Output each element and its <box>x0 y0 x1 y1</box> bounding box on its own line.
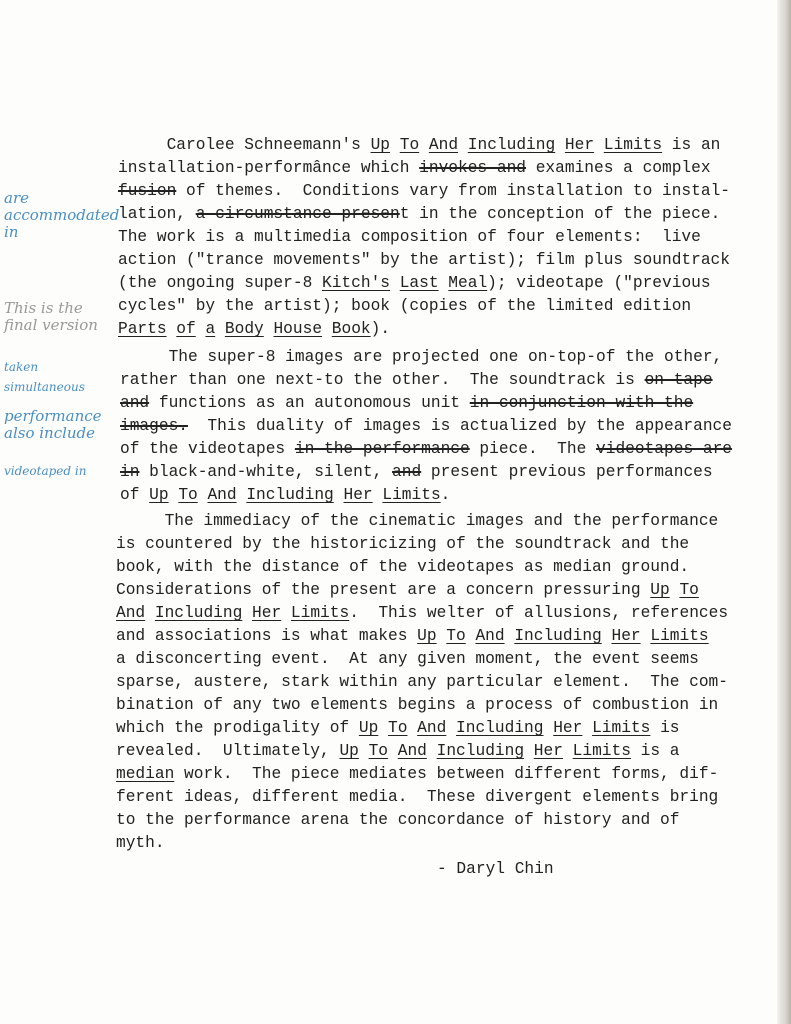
text-line <box>118 249 758 272</box>
underlined-text: Her <box>564 136 595 154</box>
text-line <box>116 832 756 855</box>
struck-text: a circumstance presen <box>195 205 400 223</box>
text-segment <box>555 136 565 154</box>
underlined-text: median <box>116 765 175 783</box>
text-segment: . <box>440 486 451 504</box>
text-segment <box>439 274 449 292</box>
underlined-text: And <box>428 136 459 154</box>
text-line <box>120 438 760 461</box>
text-line <box>118 203 758 226</box>
text-line <box>118 318 758 341</box>
text-segment <box>437 627 447 645</box>
text-segment: ferent ideas, different media. These divergent elements bring <box>116 788 719 806</box>
underlined-text: Last <box>399 274 439 292</box>
text-segment <box>670 581 680 599</box>
text-line <box>118 134 758 157</box>
annotation-taken: taken <box>4 360 39 374</box>
text-segment: This duality of images is actualized by the appearance <box>188 417 732 435</box>
text-line <box>118 157 758 180</box>
text-line <box>116 602 756 625</box>
text-segment <box>322 320 332 338</box>
underlined-text: Including <box>514 627 602 645</box>
text-segment <box>237 486 247 504</box>
text-segment: book, with the distance of the videotapes as median ground. <box>116 558 690 576</box>
underlined-text: And <box>207 486 237 504</box>
text-segment: which the prodigality of <box>116 719 359 737</box>
text-segment <box>446 719 456 737</box>
underlined-text: Parts <box>118 320 167 338</box>
text-segment <box>334 486 344 504</box>
text-segment: cycles" by the artist); book (copies of the limited edition <box>118 297 692 315</box>
text-line <box>116 510 756 533</box>
underlined-text: And <box>397 742 427 760</box>
underlined-text: Her <box>252 604 282 622</box>
underlined-text: Including <box>154 604 243 622</box>
underlined-text: Her <box>343 486 373 504</box>
underlined-text: Including <box>467 136 556 154</box>
text-segment <box>215 320 225 338</box>
struck-text: and <box>392 463 422 481</box>
text-segment <box>378 719 388 737</box>
text-segment <box>390 136 400 154</box>
paragraph-3 <box>116 510 756 855</box>
text-line <box>116 786 756 809</box>
underlined-text: Limits <box>650 627 709 645</box>
underlined-text: Limits <box>603 136 663 154</box>
underlined-text: Her <box>533 742 563 760</box>
text-segment <box>641 627 651 645</box>
underlined-text: And <box>417 719 447 737</box>
text-segment: action ("trance movements" by the artist); film plus soundtrack <box>118 251 730 269</box>
underlined-text: Up <box>339 742 359 760</box>
text-segment <box>390 274 400 292</box>
text-segment <box>466 627 476 645</box>
text-segment <box>169 486 179 504</box>
struck-text: on tape <box>644 371 713 389</box>
text-segment <box>505 627 515 645</box>
text-line <box>120 415 760 438</box>
text-segment: examines a complex <box>526 159 711 177</box>
text-segment <box>563 742 573 760</box>
underlined-text: Including <box>436 742 525 760</box>
text-segment: black-and-white, silent, <box>139 463 393 481</box>
text-segment <box>427 742 437 760</box>
text-line <box>116 625 756 648</box>
text-segment <box>359 742 369 760</box>
struck-text: images. <box>120 417 188 435</box>
text-segment: piece. The <box>469 440 597 458</box>
text-segment <box>419 136 429 154</box>
text-segment <box>594 136 604 154</box>
text-line <box>120 346 760 369</box>
underlined-text: Including <box>456 719 544 737</box>
underlined-text: Up <box>358 719 379 737</box>
text-segment: is a <box>630 742 680 760</box>
text-segment: t in the conception of the piece. <box>399 205 721 223</box>
text-segment: (the ongoing super-8 <box>118 274 322 292</box>
text-segment <box>373 486 383 504</box>
underlined-text: Body <box>224 320 264 338</box>
underlined-text: To <box>679 581 699 599</box>
underlined-text: To <box>178 486 198 504</box>
text-line <box>118 180 758 203</box>
text-segment: The super-8 images are projected one on-top-of the other, <box>120 348 723 366</box>
struck-text: and <box>120 394 150 412</box>
text-line <box>120 484 760 507</box>
underlined-text: Her <box>611 627 641 645</box>
text-segment <box>543 719 553 737</box>
underlined-text: Up <box>370 136 391 154</box>
annotation-simultaneous: simultaneous <box>4 380 85 394</box>
text-line <box>116 648 756 671</box>
text-segment <box>458 136 468 154</box>
text-segment <box>242 604 252 622</box>
text-segment <box>582 719 592 737</box>
underlined-text: Up <box>149 486 169 504</box>
underlined-text: And <box>116 604 146 622</box>
text-segment: is <box>650 719 680 737</box>
underlined-text: Her <box>553 719 583 737</box>
underlined-text: Limits <box>290 604 350 622</box>
text-segment: of <box>120 486 150 504</box>
text-segment: The immediacy of the cinematic images and the performance <box>116 512 719 530</box>
text-segment: rather than one next-to the other. The soundtrack is <box>120 371 645 389</box>
text-segment: of themes. Conditions vary from installation to instal- <box>176 182 730 200</box>
underlined-text: To <box>368 742 389 760</box>
text-segment <box>198 486 208 504</box>
underlined-text: a <box>205 320 216 338</box>
text-segment: myth. <box>116 834 165 852</box>
text-line <box>116 556 756 579</box>
struck-text: in <box>120 463 140 481</box>
underlined-text: Limits <box>572 742 631 760</box>
text-segment: a disconcerting event. At any given moment, the event seems <box>116 650 699 668</box>
struck-text: invokes and <box>419 159 526 177</box>
text-line <box>118 295 758 318</box>
text-segment: bination of any two elements begins a process of combustion in <box>116 696 719 714</box>
annotation-performance-also: performance also include <box>4 407 102 442</box>
text-line <box>116 533 756 556</box>
text-segment: is an <box>662 136 721 154</box>
text-line <box>116 740 756 763</box>
underlined-text: To <box>399 136 420 154</box>
text-segment: present previous performances <box>421 463 713 481</box>
underlined-text: To <box>388 719 408 737</box>
text-line <box>118 272 758 295</box>
text-segment: . This welter of allusions, references <box>349 604 729 622</box>
text-segment: installation-performânce which <box>118 159 420 177</box>
text-segment <box>524 742 534 760</box>
text-segment <box>196 320 206 338</box>
text-line <box>116 809 756 832</box>
underlined-text: Book <box>331 320 371 338</box>
underlined-text: Limits <box>592 719 651 737</box>
text-line <box>116 763 756 786</box>
annotation-final-version: This is the final version <box>4 299 98 334</box>
text-segment: of the videotapes <box>120 440 295 458</box>
text-line <box>120 369 760 392</box>
text-segment: Carolee Schneemann's <box>118 136 371 154</box>
text-segment <box>281 604 291 622</box>
text-line <box>116 717 756 740</box>
text-segment: ). <box>370 320 391 338</box>
text-segment: work. The piece mediates between different forms, dif- <box>174 765 719 783</box>
page-edge <box>777 0 791 1024</box>
underlined-text: To <box>446 627 466 645</box>
text-segment: lation, <box>118 205 196 223</box>
annotation-are-accommodated: are accommodated in <box>4 189 120 241</box>
text-segment: The work is a multimedia composition of four elements: live <box>118 228 701 246</box>
text-line <box>116 671 756 694</box>
struck-text: in conjunction with the <box>469 394 694 412</box>
text-segment: ); videotape ("previous <box>487 274 711 292</box>
text-segment <box>145 604 155 622</box>
text-segment: revealed. Ultimately, <box>116 742 340 760</box>
text-segment: Considerations of the present are a concern pressuring <box>116 581 651 599</box>
underlined-text: House <box>273 320 323 338</box>
text-segment: to the performance arena the concordance of history and of <box>116 811 680 829</box>
underlined-text: Meal <box>448 274 488 292</box>
struck-text: in the performance <box>294 440 470 458</box>
paragraph-2 <box>120 346 760 507</box>
text-segment: sparse, austere, stark within any particular element. The com- <box>116 673 728 691</box>
text-segment <box>167 320 177 338</box>
underlined-text: Including <box>246 486 334 504</box>
text-segment <box>264 320 274 338</box>
text-segment: and associations is what makes <box>116 627 418 645</box>
text-segment: is countered by the historicizing of the soundtrack and the <box>116 535 690 553</box>
annotation-videotaped: videotaped in <box>4 464 87 478</box>
underlined-text: Up <box>417 627 437 645</box>
signature: - Daryl Chin <box>437 860 554 878</box>
text-segment <box>388 742 398 760</box>
paragraph-1 <box>118 134 758 341</box>
text-line <box>120 461 760 484</box>
underlined-text: of <box>176 320 196 338</box>
text-line <box>118 226 758 249</box>
struck-text: fusion <box>118 182 177 200</box>
text-segment <box>407 719 417 737</box>
text-segment: functions as an autonomous unit <box>149 394 470 412</box>
underlined-text: Kitch's <box>322 274 390 292</box>
underlined-text: Limits <box>382 486 441 504</box>
struck-text: videotapes are <box>596 440 733 458</box>
text-line <box>120 392 760 415</box>
text-line <box>116 579 756 602</box>
text-line <box>116 694 756 717</box>
underlined-text: And <box>475 627 505 645</box>
underlined-text: Up <box>650 581 670 599</box>
